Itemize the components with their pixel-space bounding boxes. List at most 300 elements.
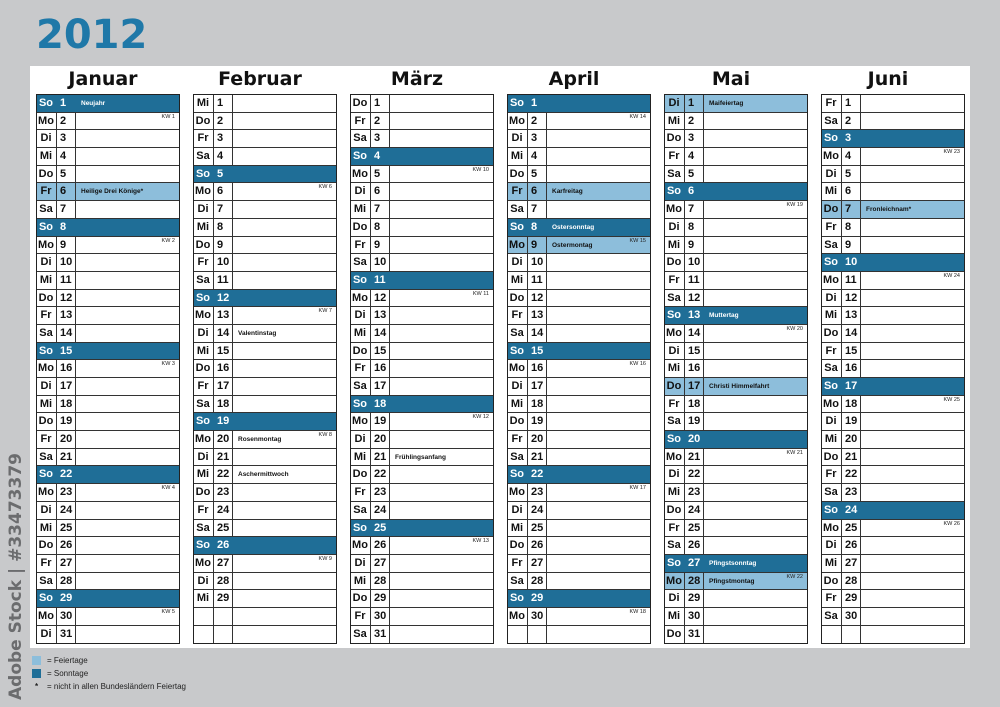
day-row bbox=[665, 95, 807, 113]
day-number: 8 bbox=[841, 219, 861, 236]
day-row bbox=[351, 201, 493, 219]
day-row bbox=[665, 343, 807, 361]
day-number: 5 bbox=[684, 166, 704, 183]
weekday-label: So bbox=[509, 220, 525, 233]
day-row bbox=[665, 520, 807, 538]
day-number: 27 bbox=[213, 555, 233, 572]
day-number: 18 bbox=[684, 396, 704, 413]
day-number: 30 bbox=[370, 608, 390, 625]
weekday-label: Mi bbox=[824, 309, 838, 322]
day-row bbox=[37, 130, 179, 148]
day-number: 4 bbox=[56, 148, 76, 165]
weekday-label: Mi bbox=[196, 592, 210, 605]
empty-row bbox=[194, 608, 336, 626]
day-row bbox=[194, 290, 336, 308]
day-row bbox=[822, 555, 964, 573]
weekday-label: Sa bbox=[196, 150, 210, 163]
weekday-label: Fr bbox=[40, 185, 52, 198]
day-number: 12 bbox=[370, 290, 390, 307]
day-row bbox=[508, 537, 650, 555]
sunday-swatch bbox=[32, 669, 41, 678]
day-number: 15 bbox=[684, 343, 704, 360]
day-number: 26 bbox=[370, 537, 390, 554]
day-row bbox=[351, 325, 493, 343]
day-number: 14 bbox=[684, 325, 704, 342]
day-number: 23 bbox=[841, 484, 861, 501]
day-number: 28 bbox=[213, 573, 233, 590]
day-number: 21 bbox=[370, 449, 390, 466]
day-number: 27 bbox=[527, 555, 547, 572]
weekday-label: Fr bbox=[40, 309, 52, 322]
day-row bbox=[351, 290, 493, 308]
day-number: 13 bbox=[527, 307, 547, 324]
day-row bbox=[508, 573, 650, 591]
day-number: 11 bbox=[213, 272, 233, 289]
day-row bbox=[194, 237, 336, 255]
weekday-label: Mi bbox=[667, 238, 681, 251]
day-number: 30 bbox=[684, 608, 704, 625]
day-row bbox=[665, 183, 807, 201]
weekday-label: Mi bbox=[39, 150, 53, 163]
day-row bbox=[37, 183, 179, 201]
day-number: 1 bbox=[527, 95, 547, 112]
day-number: 2 bbox=[841, 113, 861, 130]
day-row bbox=[37, 290, 179, 308]
month-grid bbox=[821, 94, 965, 644]
day-number: 13 bbox=[684, 307, 704, 324]
weekday-label: Di bbox=[825, 415, 837, 428]
day-number: 19 bbox=[56, 413, 76, 430]
day-row bbox=[37, 413, 179, 431]
holiday-label: Ostersonntag bbox=[552, 223, 595, 231]
day-number: 17 bbox=[370, 378, 390, 395]
day-number: 5 bbox=[841, 166, 861, 183]
day-number: 21 bbox=[841, 449, 861, 466]
day-number: 6 bbox=[56, 183, 76, 200]
day-number: 8 bbox=[56, 219, 76, 236]
weekday-label: So bbox=[823, 503, 839, 516]
day-row bbox=[194, 555, 336, 573]
weekday-label: Do bbox=[509, 167, 525, 180]
day-row bbox=[665, 537, 807, 555]
weekday-label: Di bbox=[668, 220, 680, 233]
day-row bbox=[822, 148, 964, 166]
weekday-label: Do bbox=[509, 415, 525, 428]
day-row bbox=[508, 466, 650, 484]
day-number: 2 bbox=[370, 113, 390, 130]
week-number: KW 3 bbox=[161, 361, 175, 368]
day-row bbox=[665, 272, 807, 290]
week-number: KW 18 bbox=[629, 608, 646, 615]
day-row bbox=[194, 325, 336, 343]
day-row bbox=[351, 378, 493, 396]
month-name: Mai bbox=[711, 68, 751, 90]
day-number: 27 bbox=[56, 555, 76, 572]
day-row bbox=[37, 201, 179, 219]
day-row bbox=[194, 590, 336, 608]
weekday-label: So bbox=[509, 97, 525, 109]
day-row bbox=[194, 466, 336, 484]
day-number: 14 bbox=[56, 325, 76, 342]
week-number: KW 2 bbox=[161, 237, 175, 244]
day-row bbox=[508, 431, 650, 449]
day-number: 18 bbox=[56, 396, 76, 413]
weekday-label: Mo bbox=[823, 397, 839, 410]
weekday-label: Do bbox=[666, 256, 682, 269]
day-row bbox=[351, 502, 493, 520]
weekday-label: Do bbox=[38, 415, 54, 428]
day-row bbox=[508, 608, 650, 626]
day-row bbox=[351, 183, 493, 201]
day-row bbox=[508, 130, 650, 148]
weekday-label: Fr bbox=[511, 185, 523, 198]
holiday-label: Pfingstmontag bbox=[709, 577, 755, 585]
week-number: KW 26 bbox=[943, 520, 960, 527]
day-row bbox=[351, 484, 493, 502]
weekday-label: Sa bbox=[510, 326, 524, 339]
day-row bbox=[351, 130, 493, 148]
weekday-label: Di bbox=[668, 468, 680, 481]
day-number: 23 bbox=[684, 484, 704, 501]
day-row bbox=[822, 590, 964, 608]
week-number: KW 9 bbox=[318, 555, 332, 562]
day-row bbox=[508, 502, 650, 520]
weekday-label: Fr bbox=[354, 486, 366, 499]
day-number: 10 bbox=[841, 254, 861, 271]
weekday-label: Fr bbox=[668, 397, 680, 410]
day-row bbox=[37, 537, 179, 555]
day-row bbox=[351, 626, 493, 644]
day-row bbox=[822, 466, 964, 484]
weekday-label: Mo bbox=[509, 609, 525, 622]
day-number: 18 bbox=[841, 396, 861, 413]
weekday-label: Sa bbox=[39, 203, 53, 216]
day-number: 17 bbox=[841, 378, 861, 395]
day-number: 21 bbox=[56, 449, 76, 466]
day-number: 2 bbox=[527, 113, 547, 130]
day-row bbox=[194, 201, 336, 219]
holiday-label: Ostermontag bbox=[552, 241, 593, 249]
day-number: 26 bbox=[684, 537, 704, 554]
day-number: 15 bbox=[213, 343, 233, 360]
day-number-cell bbox=[213, 608, 233, 625]
weekday-label: Mo bbox=[823, 150, 839, 163]
day-row bbox=[194, 396, 336, 414]
weekday-label: So bbox=[666, 185, 682, 198]
weekday-label: Mi bbox=[39, 521, 53, 534]
day-row bbox=[37, 113, 179, 131]
weekday-label: Di bbox=[668, 592, 680, 605]
day-row bbox=[508, 360, 650, 378]
day-number: 26 bbox=[841, 537, 861, 554]
day-row bbox=[508, 307, 650, 325]
weekday-label: Mo bbox=[195, 309, 211, 322]
day-row bbox=[508, 484, 650, 502]
weekday-label: Mi bbox=[824, 556, 838, 569]
month-column-märz bbox=[344, 66, 490, 648]
holiday-label: Muttertag bbox=[709, 312, 739, 320]
weekday-label: Mi bbox=[667, 609, 681, 622]
day-row bbox=[37, 148, 179, 166]
day-number: 2 bbox=[56, 113, 76, 130]
day-row bbox=[822, 166, 964, 184]
day-row bbox=[665, 307, 807, 325]
weekday-label: Mo bbox=[195, 185, 211, 198]
day-row bbox=[508, 520, 650, 538]
asterisk: * bbox=[34, 682, 39, 691]
day-number: 9 bbox=[684, 237, 704, 254]
day-number: 15 bbox=[370, 343, 390, 360]
weekday-label: Fr bbox=[825, 592, 837, 605]
weekday-label: Mo bbox=[823, 273, 839, 286]
legend-sunday bbox=[32, 667, 186, 680]
weekday-label: Mi bbox=[510, 521, 524, 534]
day-row bbox=[37, 466, 179, 484]
weekday-label: So bbox=[195, 415, 211, 428]
weekday-label: So bbox=[38, 468, 54, 481]
weekday-label: Sa bbox=[510, 450, 524, 463]
day-number: 18 bbox=[370, 396, 390, 413]
weekday-label: Di bbox=[511, 256, 523, 269]
day-row bbox=[508, 183, 650, 201]
day-number: 10 bbox=[56, 254, 76, 271]
day-row bbox=[508, 449, 650, 467]
legend-note bbox=[32, 680, 186, 693]
day-number: 29 bbox=[841, 590, 861, 607]
month-name: Februar bbox=[218, 68, 302, 90]
weekday-label: Sa bbox=[353, 627, 367, 640]
weekday-label: So bbox=[352, 521, 368, 534]
weekday-label: Mo bbox=[352, 291, 368, 304]
weekday-label: Mo bbox=[38, 114, 54, 127]
day-row bbox=[822, 502, 964, 520]
day-number: 3 bbox=[841, 130, 861, 147]
weekday-label: So bbox=[38, 97, 54, 109]
weekday-label: Sa bbox=[39, 326, 53, 339]
day-number: 22 bbox=[527, 466, 547, 483]
weekday-label: Do bbox=[509, 291, 525, 304]
empty-row bbox=[822, 626, 964, 644]
day-number-cell bbox=[213, 626, 233, 644]
week-number: KW 8 bbox=[318, 432, 332, 439]
weekday-label: Di bbox=[40, 256, 52, 269]
day-number: 6 bbox=[370, 183, 390, 200]
day-number: 26 bbox=[527, 537, 547, 554]
week-number: KW 1 bbox=[161, 113, 175, 120]
weekday-label: Di bbox=[354, 309, 366, 322]
weekday-label: Do bbox=[38, 167, 54, 180]
day-row bbox=[508, 219, 650, 237]
day-number: 5 bbox=[527, 166, 547, 183]
weekday-label: Sa bbox=[353, 256, 367, 269]
day-row bbox=[822, 378, 964, 396]
weekday-label: Di bbox=[197, 450, 209, 463]
day-row bbox=[508, 272, 650, 290]
holiday-label: Heilige Drei Könige* bbox=[81, 188, 144, 196]
day-number: 19 bbox=[370, 413, 390, 430]
day-row bbox=[351, 166, 493, 184]
day-number: 11 bbox=[370, 272, 390, 289]
day-number: 14 bbox=[841, 325, 861, 342]
day-row bbox=[37, 254, 179, 272]
weekday-label: Mo bbox=[666, 450, 682, 463]
weekday-label: Fr bbox=[825, 220, 837, 233]
day-number: 1 bbox=[684, 95, 704, 112]
weekday-label: Sa bbox=[824, 238, 838, 251]
day-number: 23 bbox=[527, 484, 547, 501]
day-number: 3 bbox=[213, 130, 233, 147]
day-number: 3 bbox=[56, 130, 76, 147]
day-row bbox=[822, 431, 964, 449]
day-number: 4 bbox=[684, 148, 704, 165]
day-number: 27 bbox=[370, 555, 390, 572]
day-number: 7 bbox=[370, 201, 390, 218]
weekday-label: Di bbox=[40, 132, 52, 145]
weekday-label: Do bbox=[195, 238, 211, 251]
day-row bbox=[194, 520, 336, 538]
day-row bbox=[665, 201, 807, 219]
day-number: 6 bbox=[841, 183, 861, 200]
weekday-label: Mo bbox=[38, 486, 54, 499]
holiday-label: Fronleichnam* bbox=[866, 206, 912, 214]
day-row bbox=[665, 396, 807, 414]
day-number: 7 bbox=[841, 201, 861, 218]
day-number: 23 bbox=[213, 484, 233, 501]
day-row bbox=[822, 237, 964, 255]
weekday-label: Di bbox=[197, 574, 209, 587]
day-number: 10 bbox=[370, 254, 390, 271]
day-number: 10 bbox=[527, 254, 547, 271]
day-number: 12 bbox=[841, 290, 861, 307]
weekday-label: So bbox=[38, 344, 54, 357]
weekday-label: So bbox=[38, 592, 54, 605]
day-number: 23 bbox=[370, 484, 390, 501]
day-number: 28 bbox=[370, 573, 390, 590]
day-number: 29 bbox=[213, 590, 233, 607]
day-number: 16 bbox=[56, 360, 76, 377]
weekday-label: Sa bbox=[196, 397, 210, 410]
weekday-label: Di bbox=[668, 344, 680, 357]
day-number: 25 bbox=[213, 520, 233, 537]
empty-row bbox=[194, 626, 336, 644]
day-number-cell bbox=[841, 626, 861, 644]
day-row bbox=[194, 343, 336, 361]
weekday-label: Sa bbox=[824, 486, 838, 499]
day-number: 12 bbox=[56, 290, 76, 307]
day-row bbox=[351, 272, 493, 290]
day-number: 22 bbox=[370, 466, 390, 483]
day-row bbox=[665, 590, 807, 608]
week-number: KW 7 bbox=[318, 308, 332, 315]
weekday-label: Do bbox=[823, 203, 839, 216]
legend-holiday-label: = Feiertage bbox=[47, 656, 88, 665]
weekday-label: Fr bbox=[354, 362, 366, 375]
day-row bbox=[351, 431, 493, 449]
day-number: 24 bbox=[684, 502, 704, 519]
weekday-label: So bbox=[195, 167, 211, 180]
month-name: April bbox=[548, 68, 600, 90]
day-row bbox=[822, 254, 964, 272]
day-row bbox=[822, 396, 964, 414]
weekday-label: Di bbox=[354, 556, 366, 569]
holiday-label: Pfingstsonntag bbox=[709, 559, 757, 567]
weekday-label: Mi bbox=[196, 468, 210, 481]
day-row bbox=[822, 130, 964, 148]
day-row bbox=[351, 590, 493, 608]
weekday-label: Do bbox=[352, 220, 368, 233]
day-number: 2 bbox=[684, 113, 704, 130]
day-number-cell bbox=[527, 626, 547, 644]
legend bbox=[32, 654, 186, 693]
weekday-label: Di bbox=[40, 380, 52, 392]
legend-note-label: = nicht in allen Bundesländern Feiertag bbox=[47, 682, 186, 691]
day-row bbox=[351, 307, 493, 325]
weekday-label: Sa bbox=[824, 609, 838, 622]
day-number: 12 bbox=[527, 290, 547, 307]
day-row bbox=[194, 148, 336, 166]
day-number: 12 bbox=[213, 290, 233, 307]
week-number: KW 13 bbox=[472, 538, 489, 545]
day-row bbox=[37, 449, 179, 467]
weekday-label: So bbox=[666, 556, 682, 569]
day-row bbox=[508, 396, 650, 414]
day-row bbox=[194, 183, 336, 201]
day-number: 19 bbox=[841, 413, 861, 430]
day-number: 29 bbox=[684, 590, 704, 607]
weekday-label: Fr bbox=[354, 114, 366, 127]
day-row bbox=[194, 254, 336, 272]
day-row bbox=[351, 343, 493, 361]
day-row bbox=[351, 148, 493, 166]
weekday-label: Mo bbox=[666, 203, 682, 216]
legend-sunday-label: = Sonntage bbox=[47, 669, 89, 678]
weekday-label: So bbox=[823, 256, 839, 269]
day-row bbox=[37, 237, 179, 255]
weekday-label: Mi bbox=[39, 273, 53, 286]
day-number: 28 bbox=[684, 573, 704, 590]
weekday-label: Do bbox=[666, 380, 682, 392]
weekday-label: Mo bbox=[509, 238, 525, 251]
day-row bbox=[351, 237, 493, 255]
watermark: Adobe Stock | #33473379 bbox=[6, 453, 26, 700]
day-number: 16 bbox=[527, 360, 547, 377]
day-number: 10 bbox=[684, 254, 704, 271]
day-number: 3 bbox=[370, 130, 390, 147]
weekday-label: Mo bbox=[666, 574, 682, 587]
weekday-label: Do bbox=[195, 114, 211, 127]
weekday-label: Sa bbox=[196, 273, 210, 286]
day-number: 20 bbox=[56, 431, 76, 448]
day-number: 7 bbox=[56, 201, 76, 218]
weekday-label: Mo bbox=[352, 167, 368, 180]
day-number: 7 bbox=[527, 201, 547, 218]
weekday-label: Fr bbox=[825, 468, 837, 481]
weekday-label: Mo bbox=[509, 114, 525, 127]
day-row bbox=[194, 502, 336, 520]
weekday-label: So bbox=[666, 309, 682, 322]
day-number: 30 bbox=[527, 608, 547, 625]
day-row bbox=[822, 413, 964, 431]
day-row bbox=[665, 148, 807, 166]
holiday-label: Frühlingsanfang bbox=[395, 453, 446, 461]
day-row bbox=[822, 325, 964, 343]
day-row bbox=[194, 413, 336, 431]
day-row bbox=[665, 449, 807, 467]
day-number: 25 bbox=[684, 520, 704, 537]
weekday-label: Sa bbox=[667, 291, 681, 304]
day-number: 26 bbox=[213, 537, 233, 554]
day-number: 24 bbox=[841, 502, 861, 519]
